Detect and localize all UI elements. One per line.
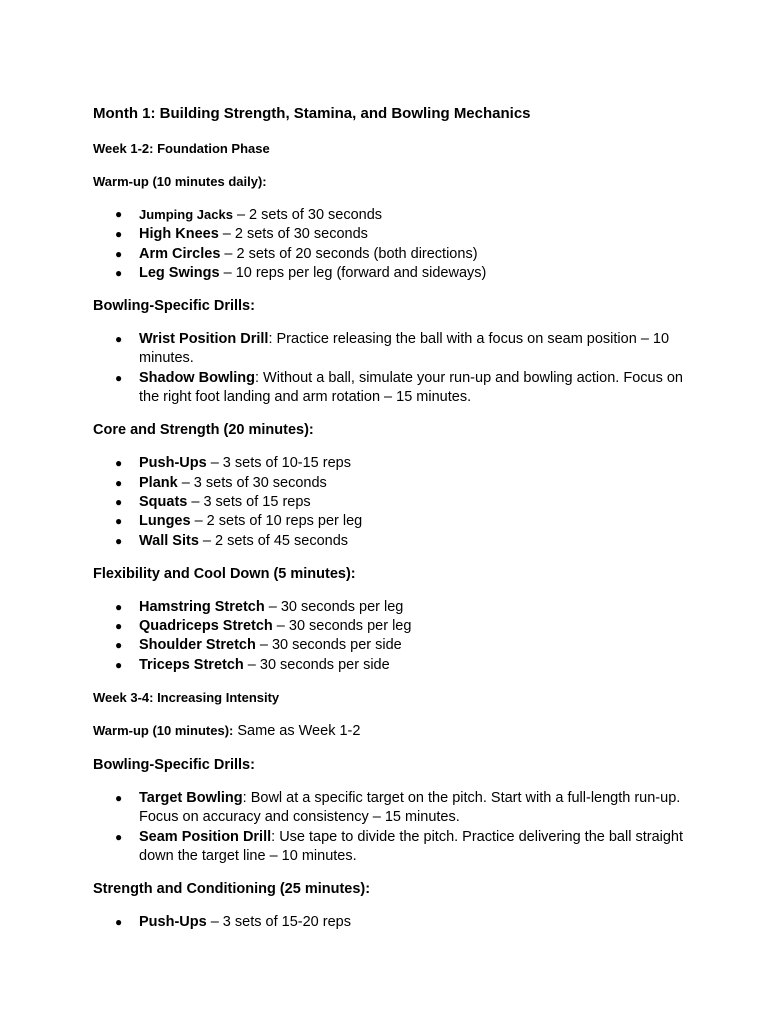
bowling-drills-list [93,789,688,866]
list-item [93,913,688,932]
exercise-name: Jumping Jacks [139,207,233,222]
exercise-detail: – 3 sets of 10-15 reps [206,455,351,472]
bullet-icon: ● [115,791,123,806]
bullet-icon: ● [115,332,123,347]
bullet-icon: ● [115,265,123,280]
stretch-detail: – 30 seconds per leg [272,618,412,635]
exercise-detail: – 2 sets of 30 seconds [218,226,368,243]
exercise-name: High Knees [139,226,219,243]
exercise-name: Plank [139,474,178,491]
exercise-detail: – 2 sets of 10 reps per leg [190,513,363,530]
drill-name: Shadow Bowling [139,369,255,386]
exercise-name: Arm Circles [139,245,221,262]
bowling-drills-list [93,330,688,407]
bullet-icon: ● [115,475,123,490]
list-item [93,225,688,244]
exercise-detail: – 2 sets of 45 seconds [198,532,349,549]
list-item [93,474,688,493]
bullet-icon: ● [115,638,123,653]
drill-name: Seam Position Drill [139,828,272,845]
bullet-icon: ● [115,207,123,221]
bowling-drills-heading: Bowling-Specific Drills: [93,298,255,315]
strength-conditioning-heading: Strength and Conditioning (25 minutes): [93,881,371,898]
flexibility-list [93,598,688,675]
list-item [93,636,688,655]
bullet-icon: ● [115,514,123,529]
stretch-name: Shoulder Stretch [139,637,256,654]
exercise-detail: – 3 sets of 15 reps [187,493,311,510]
list-item [93,598,688,617]
list-item [93,493,688,512]
list-item [93,789,688,828]
stretch-detail: – 30 seconds per side [243,656,390,673]
strength-conditioning-list [93,913,688,932]
list-item [93,205,688,225]
exercise-detail: – 3 sets of 15-20 reps [206,914,351,931]
list-item [93,617,688,636]
exercise-detail: – 10 reps per leg (forward and sideways) [219,264,487,281]
exercise-detail: – 2 sets of 20 seconds (both directions) [220,245,478,262]
stretch-detail: – 30 seconds per side [255,637,402,654]
list-item [93,656,688,675]
week-1-2-heading: Week 1-2: Foundation Phase [93,141,270,156]
bullet-icon: ● [115,246,123,261]
flexibility-heading: Flexibility and Cool Down (5 minutes): [93,565,356,582]
exercise-name: Push-Ups [139,455,207,472]
list-item [93,369,688,408]
document-title: Month 1: Building Strength, Stamina, and Bowling Mechanics [93,105,531,122]
bullet-icon: ● [115,456,123,471]
warmup-line [93,721,688,741]
list-item [93,264,688,283]
bullet-icon: ● [115,829,123,844]
exercise-name: Wall Sits [139,532,199,549]
week-3-4-heading: Week 3-4: Increasing Intensity [93,690,280,706]
warmup-heading: Warm-up (10 minutes daily): [93,174,267,189]
exercise-detail: – 2 sets of 30 seconds [232,207,383,223]
core-strength-heading: Core and Strength (20 minutes): [93,422,314,439]
stretch-name: Quadriceps Stretch [139,618,273,635]
bullet-icon: ● [115,619,123,634]
drill-detail: : Bowl at a specific target on the pitch. Start with a full-length run-up. Focus on accuracy and consistency – 15 minutes. [139,790,681,826]
list-item [93,330,688,369]
drill-detail: : Without a ball, simulate your run-up and bowling action. Focus on the right foot landing and arm rotation – 15 minutes. [139,369,683,406]
bullet-icon: ● [115,915,123,930]
bullet-icon: ● [115,533,123,548]
list-item [93,828,688,867]
exercise-name: Leg Swings [139,264,220,281]
exercise-name: Lunges [139,513,191,530]
bullet-icon: ● [115,599,123,614]
warmup-heading: Warm-up (10 minutes): [93,723,234,739]
stretch-name: Triceps Stretch [139,656,244,673]
exercise-name: Squats [139,493,188,510]
list-item [93,532,688,551]
exercise-name: Push-Ups [139,914,207,931]
bowling-drills-heading: Bowling-Specific Drills: [93,757,255,774]
exercise-detail: – 3 sets of 30 seconds [177,474,327,491]
bullet-icon: ● [115,494,123,509]
core-strength-list [93,454,688,550]
list-item [93,512,688,531]
warmup-list [93,205,688,283]
drill-name: Target Bowling [139,790,243,807]
warmup-note: Same as Week 1-2 [233,723,361,740]
bullet-icon: ● [115,657,123,672]
bullet-icon: ● [115,370,123,385]
list-item [93,245,688,264]
list-item [93,454,688,473]
bullet-icon: ● [115,227,123,242]
drill-detail: : Practice releasing the ball with a focus on seam position – 10 minutes. [139,331,670,367]
drill-detail: : Use tape to divide the pitch. Practice delivering the ball straight down the target line – 10 minutes. [139,828,684,864]
stretch-detail: – 30 seconds per leg [264,598,404,615]
drill-name: Wrist Position Drill [139,331,269,348]
stretch-name: Hamstring Stretch [139,598,265,615]
